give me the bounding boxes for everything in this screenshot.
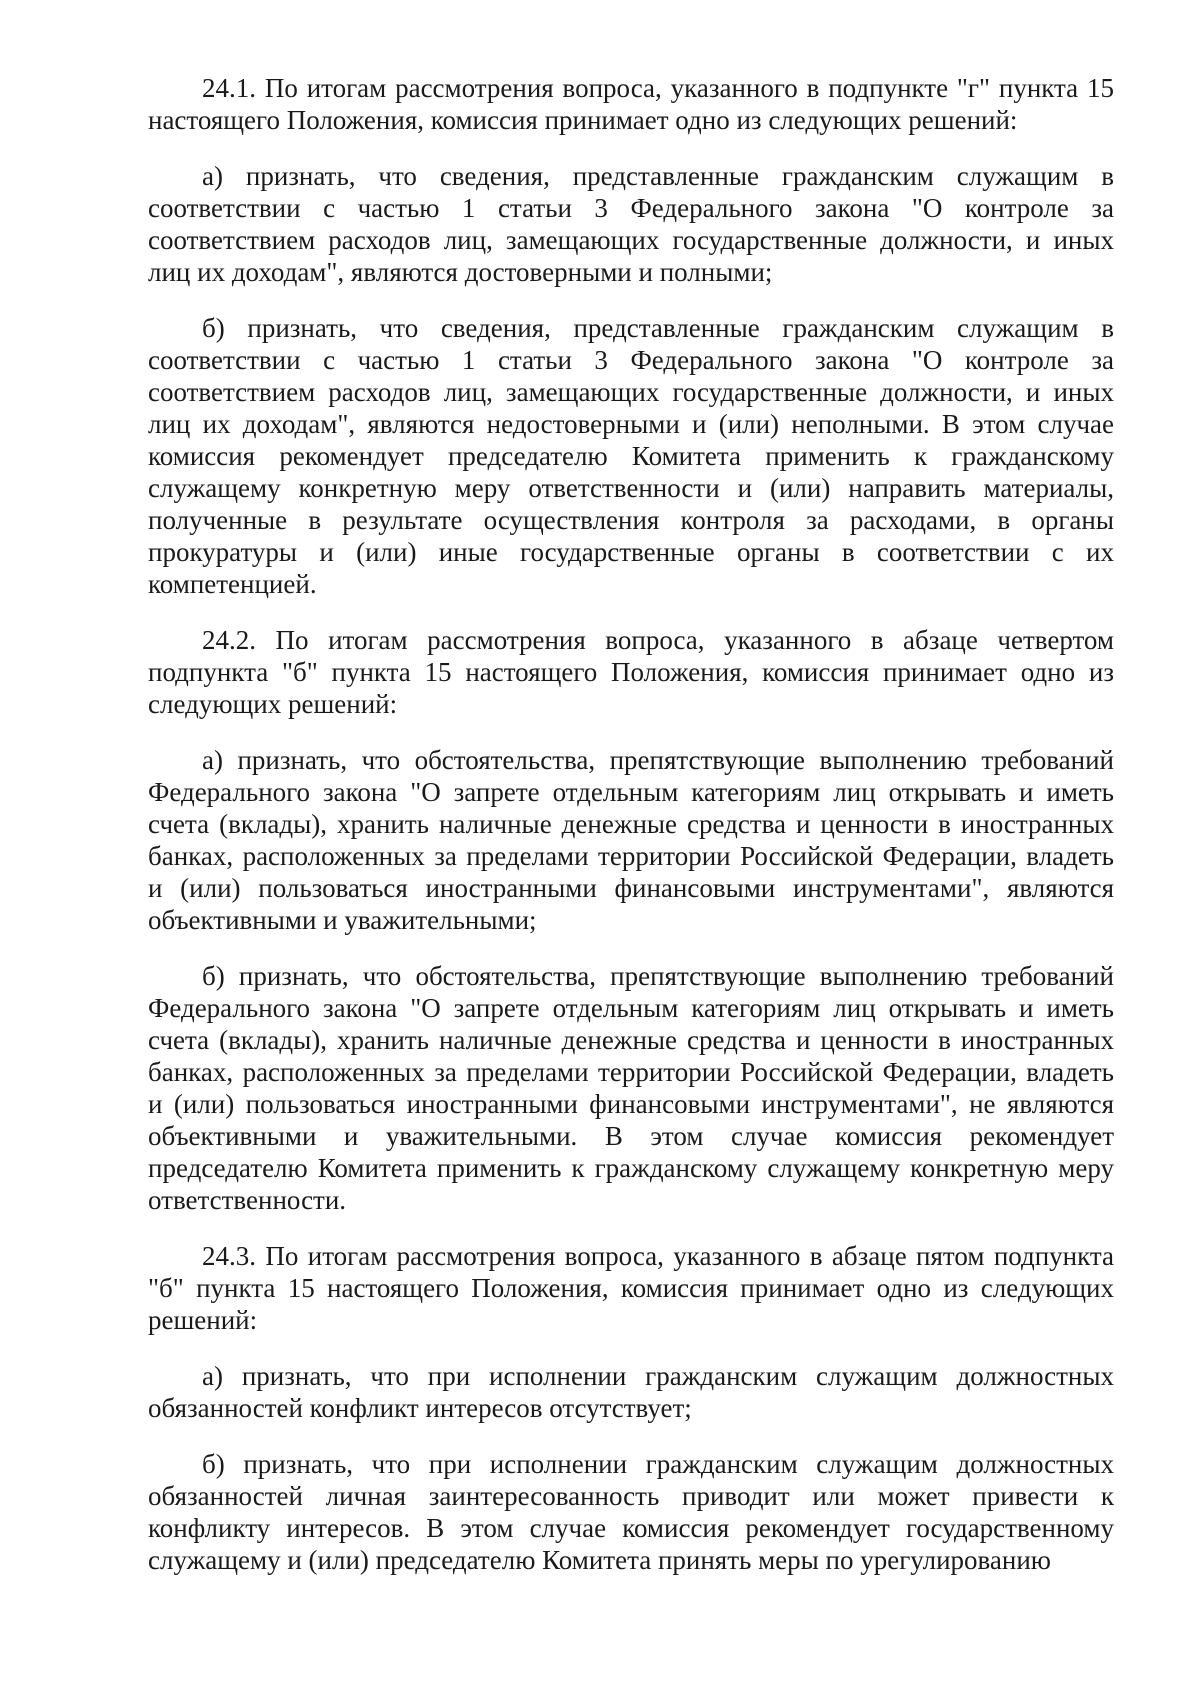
paragraph-24-3-a: а) признать, что при исполнении гражданским служащим должностных обязанностей конфликт интересов отсутствует; — [148, 1361, 1114, 1423]
paragraph-24-2-a: а) признать, что обстоятельства, препятствующие выполнению требований Федерального закона "О запрете отдельным категориям лиц открывать и иметь счета (вклады), хранить наличные денежные средства и ценности в иностранных банках, расположенных за пределами территории Российской Федерации, владеть и (или) пользоваться иностранными финансовыми инструментами", являются объективными и уважительными; — [148, 745, 1114, 935]
document-page — [148, 72, 1114, 1600]
paragraph-24-1-b: б) признать, что сведения, представленные гражданским служащим в соответствии с частью 1 статьи 3 Федерального закона "О контроле за соответствием расходов лиц, замещающих государственные должности, и иных лиц их доходам", являются недостоверными и (или) неполными. В этом случае комиссия рекомендует председателю Комитета применить к гражданскому служащему конкретную меру ответственности и (или) направить материалы, полученные в результате осуществления контроля за расходами, в органы прокуратуры и (или) иные государственные органы в соответствии с их компетенцией. — [148, 313, 1114, 599]
paragraph-24-2-b: б) признать, что обстоятельства, препятствующие выполнению требований Федерального закона "О запрете отдельным категориям лиц открывать и иметь счета (вклады), хранить наличные денежные средства и ценности в иностранных банках, расположенных за пределами территории Российской Федерации, владеть и (или) пользоваться иностранными финансовыми инструментами", не являются объективными и уважительными. В этом случае комиссия рекомендует председателю Комитета применить к гражданскому служащему конкретную меру ответственности. — [148, 961, 1114, 1215]
paragraph-24-3: 24.3. По итогам рассмотрения вопроса, указанного в абзаце пятом подпункта "б" пункта 15 настоящего Положения, комиссия принимает одно из следующих решений: — [148, 1241, 1114, 1335]
paragraph-24-1: 24.1. По итогам рассмотрения вопроса, указанного в подпункте "г" пункта 15 настоящего Положения, комиссия принимает одно из следующих решений: — [148, 73, 1114, 135]
paragraph-24-1-a: а) признать, что сведения, представленные гражданским служащим в соответствии с частью 1 статьи 3 Федерального закона "О контроле за соответствием расходов лиц, замещающих государственные должности, и иных лиц их доходам", являются достоверными и полными; — [148, 161, 1114, 287]
paragraph-24-2: 24.2. По итогам рассмотрения вопроса, указанного в абзаце четвертом подпункта "б" пункта 15 настоящего Положения, комиссия принимает одно из следующих решений: — [148, 625, 1114, 719]
paragraph-24-3-b: б) признать, что при исполнении гражданским служащим должностных обязанностей личная заинтересованность приводит или может привести к конфликту интересов. В этом случае комиссия рекомендует государственному служащему и (или) председателю Комитета принять меры по урегулированию — [148, 1449, 1114, 1575]
